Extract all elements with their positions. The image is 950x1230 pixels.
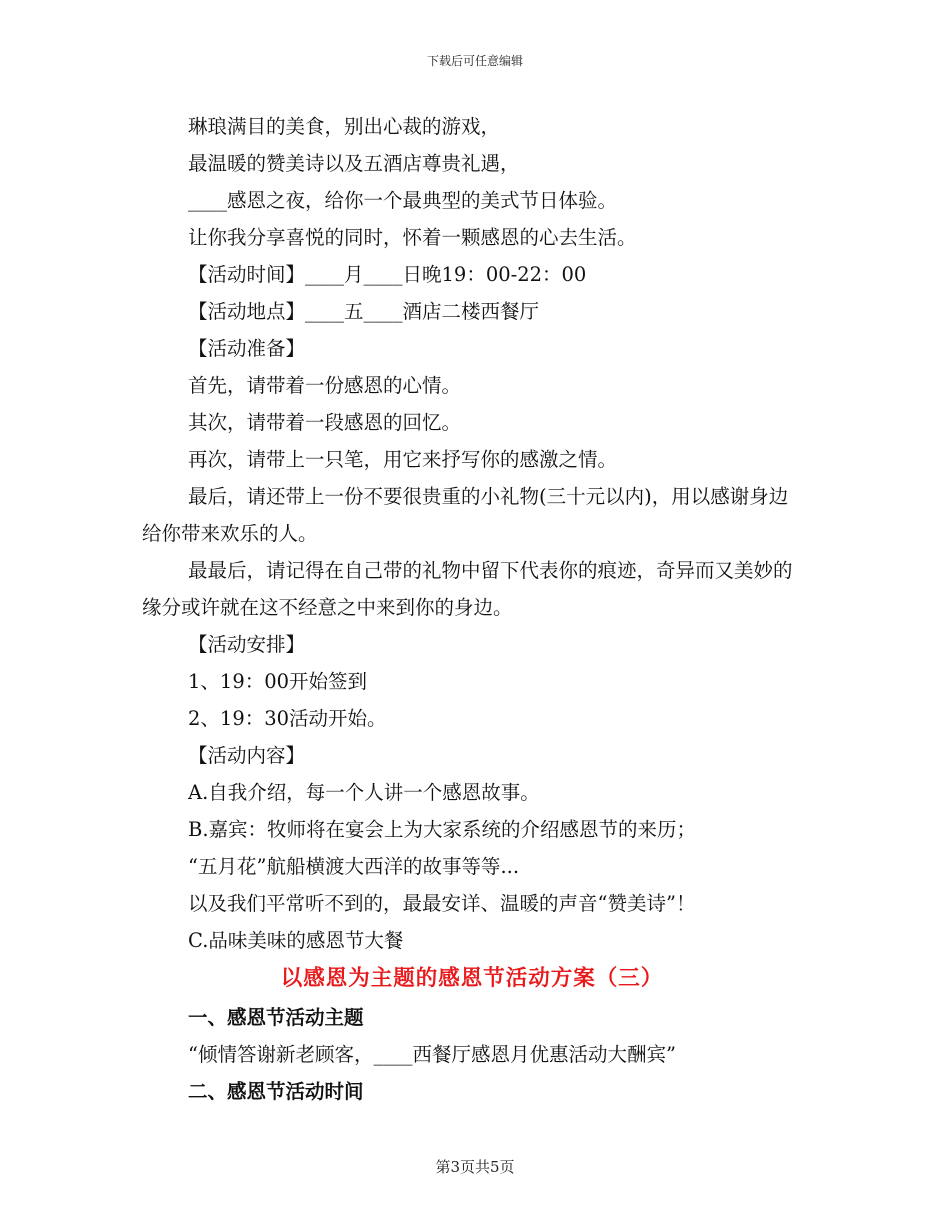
body-line: 其次，请带着一段感恩的回忆。 bbox=[188, 411, 462, 434]
activity-schedule-label: 【活动安排】 bbox=[188, 633, 306, 656]
body-paragraph: 最最后，请记得在自己带的礼物中留下代表你的痕迹，奇异而又美妙的缘分或许就在这不经意之中来到你的身边。 bbox=[142, 559, 793, 619]
schedule-item: 2、19：30活动开始。 bbox=[188, 707, 387, 730]
section-title: 以感恩为主题的感恩节活动方案（三） bbox=[280, 966, 664, 991]
body-line: 再次，请带上一只笔，用它来抒写你的感激之情。 bbox=[188, 448, 618, 471]
activity-time: 【活动时间】____月____日晚19：00-22：00 bbox=[188, 263, 587, 286]
content-item: 以及我们平常听不到的，最最安详、温暖的声音“赞美诗”！ bbox=[188, 892, 696, 915]
activity-content-label: 【活动内容】 bbox=[188, 744, 306, 767]
document-body bbox=[142, 108, 802, 1110]
body-line: 琳琅满目的美食，别出心裁的游戏， bbox=[188, 115, 501, 138]
body-line: 最温暖的赞美诗以及五酒店尊贵礼遇， bbox=[188, 152, 520, 175]
activity-preparation-label: 【活动准备】 bbox=[188, 337, 306, 360]
theme-line: “倾情答谢新老顾客，____西餐厅感恩月优惠活动大酬宾” bbox=[188, 1043, 676, 1066]
page-header: 下载后可任意编辑 bbox=[426, 54, 523, 68]
schedule-item: 1、19：00开始签到 bbox=[188, 670, 368, 693]
content-item: B.嘉宾：牧师将在宴会上为大家系统的介绍感恩节的来历； bbox=[188, 818, 697, 841]
content-item: “五月花”航船横渡大西洋的故事等等... bbox=[188, 855, 520, 878]
activity-location: 【活动地点】____五____酒店二楼西餐厅 bbox=[188, 300, 540, 323]
body-line: 首先，请带着一份感恩的心情。 bbox=[188, 374, 462, 397]
section-heading: 二、感恩节活动时间 bbox=[188, 1080, 364, 1103]
body-paragraph: 最后，请还带上一份不要很贵重的小礼物(三十元以内)，用以感谢身边给你带来欢乐的人。 bbox=[142, 485, 789, 545]
body-line: ____感恩之夜，给你一个最典型的美式节日体验。 bbox=[188, 189, 618, 212]
section-heading: 一、感恩节活动主题 bbox=[188, 1006, 364, 1029]
content-item: C.品味美味的感恩节大餐 bbox=[188, 929, 404, 952]
page-footer: 第3页共5页 bbox=[435, 1158, 515, 1176]
content-item: A.自我介绍，每一个人讲一个感恩故事。 bbox=[188, 781, 540, 804]
body-line: 让你我分享喜悦的同时，怀着一颗感恩的心去生活。 bbox=[188, 226, 637, 249]
